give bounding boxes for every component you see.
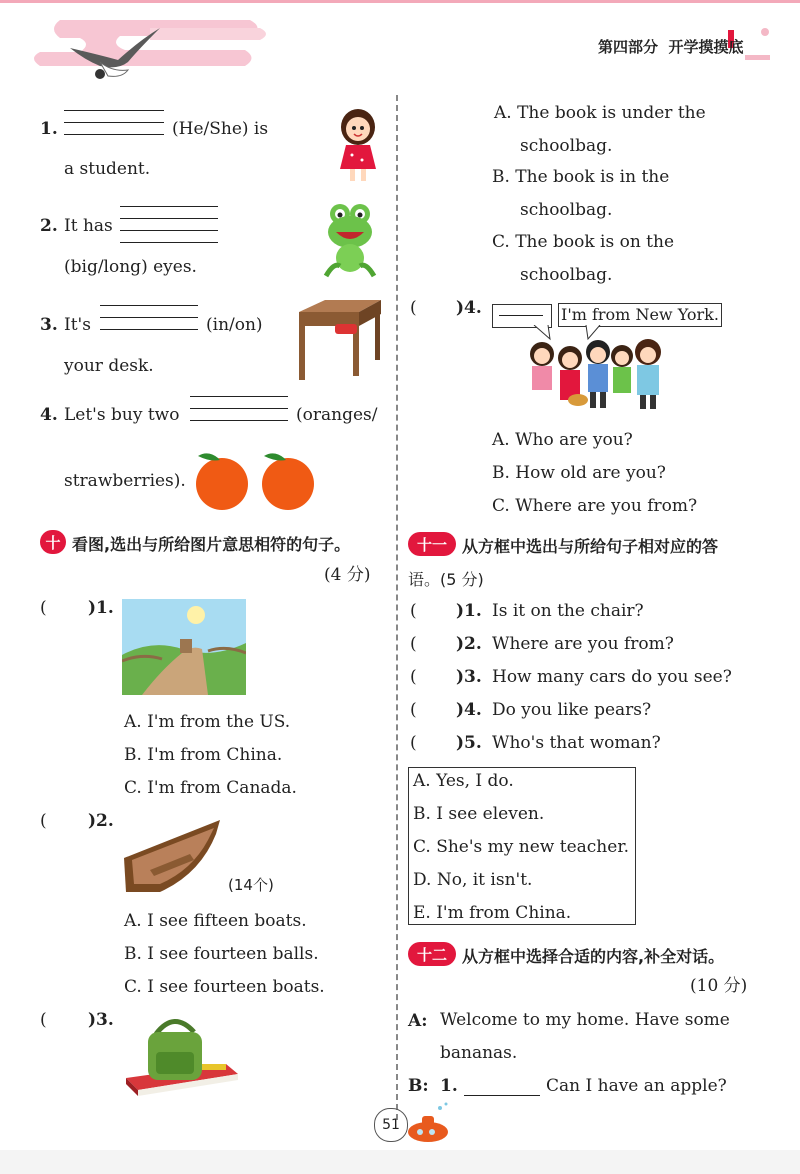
- q2-prefix: It has: [64, 216, 113, 236]
- s12-a-text: Welcome to my home. Have some: [440, 1010, 730, 1030]
- s10-q3-answer[interactable]: [52, 1009, 88, 1031]
- girl-icon: [330, 105, 386, 185]
- children-group-icon: [522, 336, 674, 412]
- s11-box-c: C. She's my new teacher.: [413, 837, 629, 857]
- s11-q3-text: How many cars do you see?: [492, 667, 732, 687]
- q2-continuation: (big/long) eyes.: [64, 257, 197, 277]
- q1-answer-blank[interactable]: [64, 134, 164, 135]
- section11-title: 从方框中选出与所给句子相对应的答: [462, 537, 719, 556]
- q3-number: 3.: [40, 315, 58, 335]
- schoolbag-on-book-icon: [122, 1012, 242, 1096]
- orange-icon: [188, 448, 324, 512]
- s12-b-label: B:: [408, 1076, 429, 1096]
- s12-b-blank[interactable]: [464, 1095, 540, 1096]
- s11-box-a: A. Yes, I do.: [413, 771, 514, 791]
- s10-q2-option-a[interactable]: A. I see fifteen boats.: [124, 911, 307, 931]
- section11-title-cont: 语。(5 分): [408, 570, 484, 589]
- q4-continuation: strawberries).: [64, 471, 186, 491]
- s10-q3-paren: (: [40, 1010, 47, 1030]
- s10-q1-option-b[interactable]: B. I'm from China.: [124, 745, 283, 765]
- section12-badge: 十二: [408, 942, 456, 966]
- q3-choice: (in/on): [206, 315, 263, 335]
- submarine-icon: [404, 1100, 454, 1146]
- frog-icon: [320, 200, 380, 280]
- s11-q2-text: Where are you from?: [492, 634, 674, 654]
- s11-answer-box: [408, 767, 636, 925]
- s10-q2-paren: (: [40, 811, 47, 831]
- page-number: 51: [374, 1108, 408, 1142]
- s10-q1-option-c[interactable]: C. I'm from Canada.: [124, 778, 297, 798]
- s11-q1-answer[interactable]: [422, 600, 456, 622]
- q4-line-mid: [190, 408, 288, 409]
- s11-q3-paren: (: [410, 667, 417, 687]
- s10-q2-number: )2.: [88, 811, 114, 831]
- s11-q3-answer[interactable]: [422, 666, 456, 688]
- r-q4-option-c[interactable]: C. Where are you from?: [492, 496, 698, 516]
- s11-q1-paren: (: [410, 601, 417, 621]
- s12-a-label: A:: [408, 1011, 428, 1031]
- q4-answer-blank[interactable]: [190, 420, 288, 421]
- section10-badge: 十: [40, 530, 66, 554]
- r-q3-option-a[interactable]: A. The book is under the: [494, 103, 706, 123]
- section10-score: (4 分): [324, 565, 371, 585]
- s11-q3-number: )3.: [456, 667, 482, 687]
- s10-q1-option-a[interactable]: A. I'm from the US.: [124, 712, 291, 732]
- q4-prefix: Let's buy two: [64, 405, 180, 425]
- r-q4-answer[interactable]: [422, 297, 458, 319]
- s12-a-text-cont: bananas.: [440, 1043, 518, 1063]
- r-q4-number: )4.: [456, 298, 482, 318]
- q3-answer-blank[interactable]: [100, 329, 198, 330]
- q1-choice: (He/She) is: [172, 119, 269, 139]
- s11-q5-text: Who's that woman?: [492, 733, 661, 753]
- desk-icon: [295, 298, 383, 382]
- s11-q5-number: )5.: [456, 733, 482, 753]
- r-q4-option-a[interactable]: A. Who are you?: [492, 430, 633, 450]
- q1-continuation: a student.: [64, 159, 151, 179]
- boat-icon: [120, 814, 224, 896]
- s11-q1-text: Is it on the chair?: [492, 601, 644, 621]
- r-q3-option-b[interactable]: B. The book is in the: [492, 167, 670, 187]
- s11-q2-paren: (: [410, 634, 417, 654]
- q4-choice: (oranges/: [296, 405, 378, 425]
- s10-q2-note: (14个): [228, 876, 274, 894]
- s11-q4-paren: (: [410, 700, 417, 720]
- q4-number: 4.: [40, 405, 58, 425]
- q3-line-mid: [100, 317, 198, 318]
- r-q4-speech-bubble: I'm from New York.: [558, 303, 722, 327]
- s10-q2-answer[interactable]: [52, 810, 88, 832]
- s10-q2-option-b[interactable]: B. I see fourteen balls.: [124, 944, 319, 964]
- r-q3-option-c-cont: schoolbag.: [520, 265, 613, 285]
- s11-box-b: B. I see eleven.: [413, 804, 545, 824]
- s12-b-text: Can I have an apple?: [546, 1076, 727, 1096]
- q2-answer-blank[interactable]: [120, 242, 218, 243]
- r-q3-option-b-cont: schoolbag.: [520, 200, 613, 220]
- section10-title: 看图,选出与所给图片意思相符的句子。: [72, 535, 351, 554]
- s11-q5-paren: (: [410, 733, 417, 753]
- q2-line-low: [120, 230, 218, 231]
- s10-q3-number: )3.: [88, 1010, 114, 1030]
- r-q3-option-c[interactable]: C. The book is on the: [492, 232, 675, 252]
- q3-line-top: [100, 305, 198, 306]
- q1-line-top: [64, 110, 164, 111]
- header-part: 第四部分 开学摸摸底: [598, 38, 744, 56]
- q1-line-mid: [64, 122, 164, 123]
- column-divider: [396, 95, 398, 1120]
- r-q4-paren: (: [410, 298, 417, 318]
- q2-line-mid: [120, 218, 218, 219]
- s12-b-number: 1.: [440, 1076, 458, 1096]
- s10-q1-number: )1.: [88, 598, 114, 618]
- great-wall-icon: [122, 599, 246, 695]
- s11-q1-number: )1.: [456, 601, 482, 621]
- s11-q2-answer[interactable]: [422, 633, 456, 655]
- q3-continuation: your desk.: [64, 356, 154, 376]
- s11-q2-number: )2.: [456, 634, 482, 654]
- s10-q2-option-c[interactable]: C. I see fourteen boats.: [124, 977, 325, 997]
- r-q4-option-b[interactable]: B. How old are you?: [492, 463, 666, 483]
- section12-score: (10 分): [690, 976, 748, 996]
- q3-prefix: It's: [64, 315, 91, 335]
- s11-box-e: E. I'm from China.: [413, 903, 572, 923]
- q2-number: 2.: [40, 216, 58, 236]
- page-bottom-margin: [0, 1150, 800, 1174]
- s11-box-d: D. No, it isn't.: [413, 870, 533, 890]
- q1-number: 1.: [40, 119, 58, 139]
- s11-q4-answer[interactable]: [422, 699, 456, 721]
- section12-title: 从方框中选择合适的内容,补全对话。: [462, 947, 725, 966]
- s10-q1-paren: (: [40, 598, 47, 618]
- s11-q4-text: Do you like pears?: [492, 700, 652, 720]
- s11-q5-answer[interactable]: [422, 732, 456, 754]
- q4-line-top: [190, 396, 288, 397]
- r-q3-option-a-cont: schoolbag.: [520, 136, 613, 156]
- s11-q4-number: )4.: [456, 700, 482, 720]
- section11-badge: 十一: [408, 532, 456, 556]
- q2-line-top: [120, 206, 218, 207]
